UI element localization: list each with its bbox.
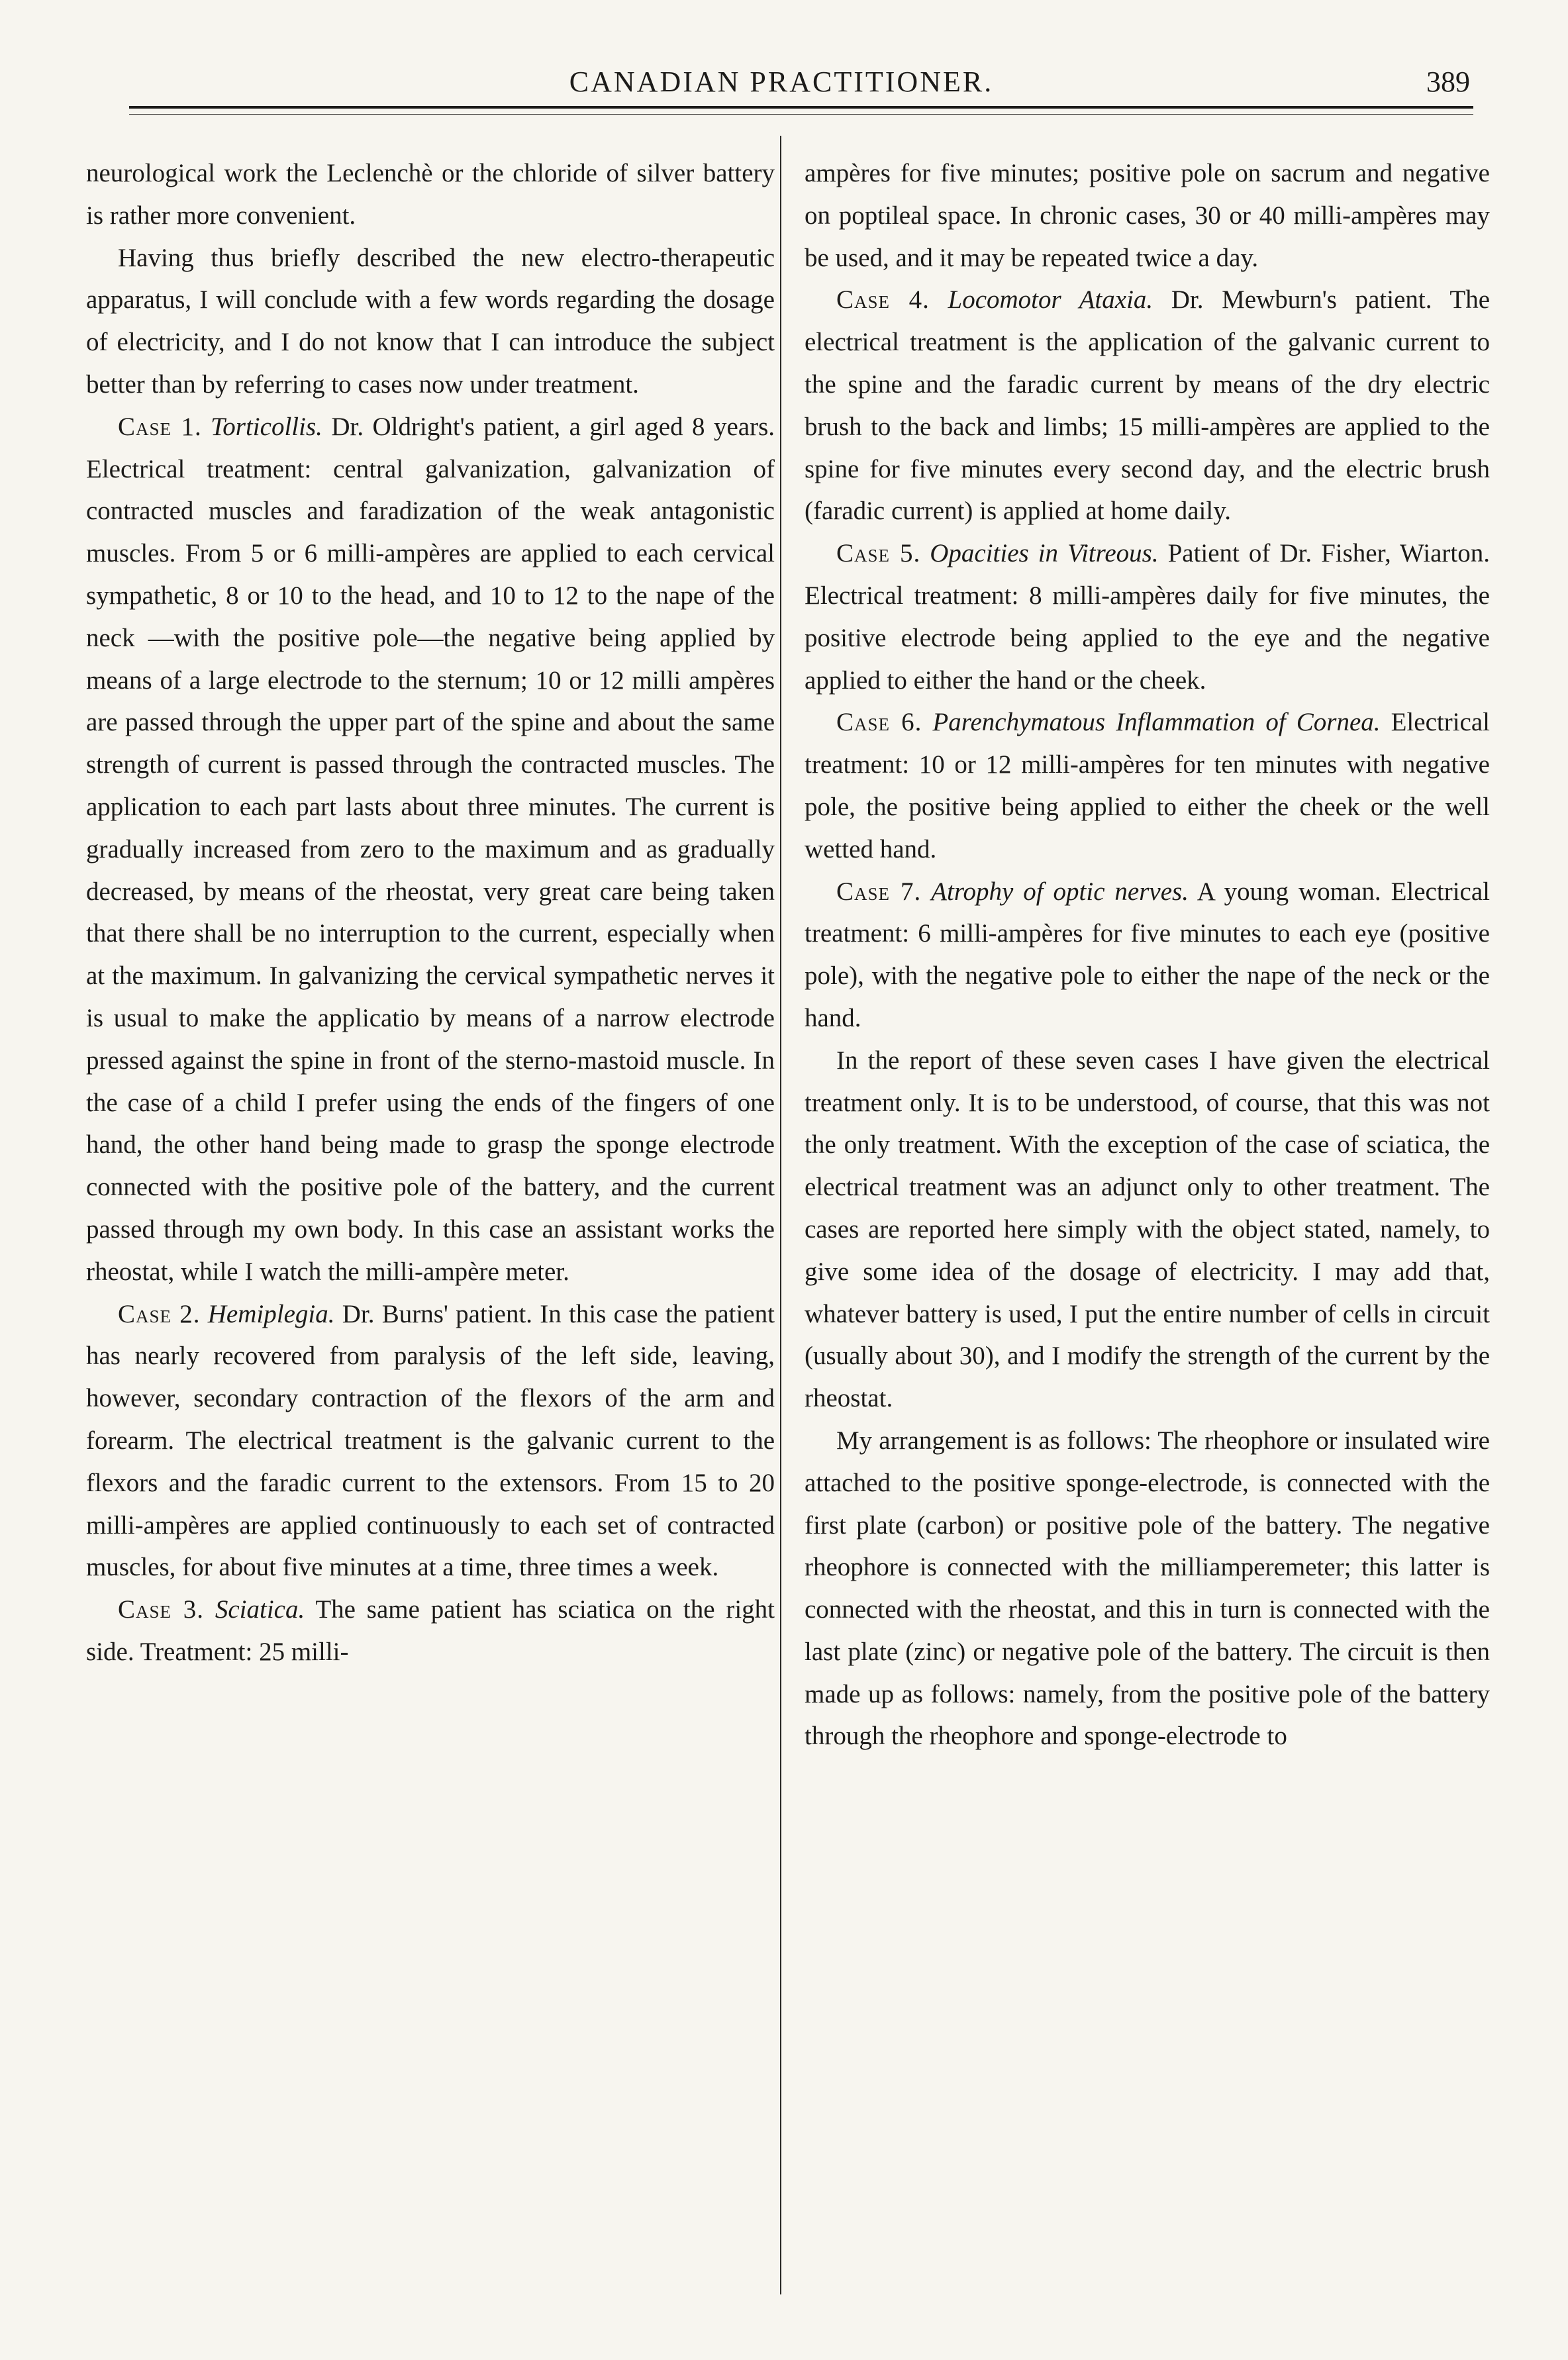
left-column <box>86 152 775 1673</box>
case-1-title: Torticollis. <box>211 412 322 441</box>
case-6 <box>805 701 1490 870</box>
column-divider <box>780 136 781 2294</box>
case-5-label: Case 5. <box>836 539 921 568</box>
case-7-title: Atrophy of optic nerves. <box>931 877 1189 906</box>
case-6-title: Parenchymatous Inflammation of Cornea. <box>932 708 1381 737</box>
case-3 <box>86 1589 775 1673</box>
right-column <box>805 152 1490 1757</box>
case-2-title: Hemiplegia. <box>207 1299 335 1328</box>
page-header <box>86 26 1477 106</box>
paragraph-report: In the report of these seven cases I have given the electrical treatment only. It is to be understood, of course, that this was not the only treatment. With the exception of the case of sciatica, the electrical treatment was an adjunct only to other treatment. The cases are reported here simply with the object stated, namely, to give some idea of the dosage of electricity. I may add that, whatever battery is used, I put the entire number of cells in circuit (usually about 30), and I modify the strength of the current by the rheostat. <box>805 1046 1490 1413</box>
case-7-label: Case 7. <box>836 877 922 906</box>
case-5 <box>805 532 1490 701</box>
case-5-title: Opacities in Vitreous. <box>930 539 1159 568</box>
case-7 <box>805 871 1490 1040</box>
paragraph-dosage-intro: Having thus briefly described the new electro-therapeutic apparatus, I will conclude with a few words regarding the dosage of electricity, and I do not know that I can introduce the subject better than by referring to cases now under treatment. <box>86 243 775 399</box>
case-2-text: Dr. Burns' patient. In this case the patient has nearly recovered from paralysis of the left side, leaving, however, secondary contraction of the flexors of the arm and forearm. The electrical treatment is the galvanic current to the flexors and the faradic current to the extensors. From 15 to 20 milli-ampères are applied continuously to each set of contracted muscles, for about five minutes at a time, three times a week. <box>86 1299 775 1582</box>
case-6-text: Electrical treatment: 10 or 12 milli-ampères for ten minutes with negative pole, the positive being applied to either the cheek or the well wetted hand. <box>805 708 1490 863</box>
case-4-label: Case 4. <box>836 285 930 315</box>
case-3-label: Case 3. <box>118 1595 205 1624</box>
case-1 <box>86 406 775 1293</box>
case-5-text: Patient of Dr. Fisher, Wiarton. Electrical treatment: 8 milli-ampères daily for five minutes, the positive electrode being applied to the eye and the negative applied to either the hand or the cheek. <box>805 539 1491 695</box>
case-4 <box>805 279 1490 532</box>
header-rule-thin <box>129 114 1473 115</box>
running-title: CANADIAN PRACTITIONER. <box>569 66 994 98</box>
case-3-text: The same patient has sciatica on the right side. Treatment: 25 milli- <box>86 1595 775 1666</box>
case-3-title: Sciatica. <box>215 1595 305 1624</box>
paragraph-arrangement: My arrangement is as follows: The rheophore or insulated wire attached to the positive sponge-electrode, is connected with the first plate (carbon) or positive pole of the battery. The negative rheophore is connected with the milliamperemeter; this latter is connected with the rheostat, and this in turn is connected with the last plate (zinc) or negative pole of the battery. The circuit is then made up as follows: namely, from the positive pole of the battery through the rheophore and sponge-electrode to <box>805 1426 1490 1751</box>
case-1-label: Case 1. <box>118 412 202 441</box>
case-2 <box>86 1293 775 1589</box>
case-2-label: Case 2. <box>118 1299 201 1328</box>
page-number: 389 <box>1426 66 1470 98</box>
case-6-label: Case 6. <box>836 708 922 737</box>
case-1-text: Dr. Oldright's patient, a girl aged 8 years. Electrical treatment: central galvanization, galvanization of contracted muscles and faradization of the weak antagonistic muscles. From 5 or 6 milli-ampères are applied to each cervical sympathetic, 8 or 10 to the head, and 10 to 12 to the nape of the neck —with the positive pole—the negative being applied by means of a large electrode to the sternum; 10 or 12 milli ampères are passed through the upper part of the spine and about the same strength of current is passed through the contracted muscles. The application to each part lasts about three minutes. The current is gradually increased from zero to the maximum and as gradually decreased, by means of the rheostat, very great care being taken that there shall be no interruption to the current, especially when at the maximum. In galvanizing the cervical sympathetic nerves it is usual to make the applicatio by means of a narrow electrode pressed against the spine in front of the sterno-mastoid muscle. In the case of a child I prefer using the ends of the fingers of one hand, the other hand being made to grasp the sponge electrode connected with the positive pole of the battery, and the current passed through my own body. In this case an assistant works the rheostat, while I watch the milli-ampère meter. <box>86 412 775 1286</box>
case-4-text: Dr. Mewburn's patient. The electrical treatment is the application of the galvanic current to the spine and the faradic current by means of the dry electric brush to the back and limbs; 15 milli-ampères are applied to the spine for five minutes every second day, and the electric brush (faradic current) is applied at home daily. <box>805 285 1491 526</box>
header-rule-thick <box>129 106 1473 109</box>
case-7-text: A young woman. Electrical treatment: 6 milli-ampères for five minutes to each eye (positive pole), with the negative pole to either the nape of the neck or the hand. <box>805 877 1490 1032</box>
paragraph-continuation: neurological work the Leclenchè or the chloride of silver battery is rather more convenient. <box>86 159 775 230</box>
case-3-continuation: ampères for five minutes; positive pole on sacrum and negative on poptileal space. In chronic cases, 30 or 40 milli-ampères may be used, and it may be repeated twice a day. <box>805 159 1490 272</box>
case-4-title: Locomotor Ataxia. <box>948 285 1153 315</box>
